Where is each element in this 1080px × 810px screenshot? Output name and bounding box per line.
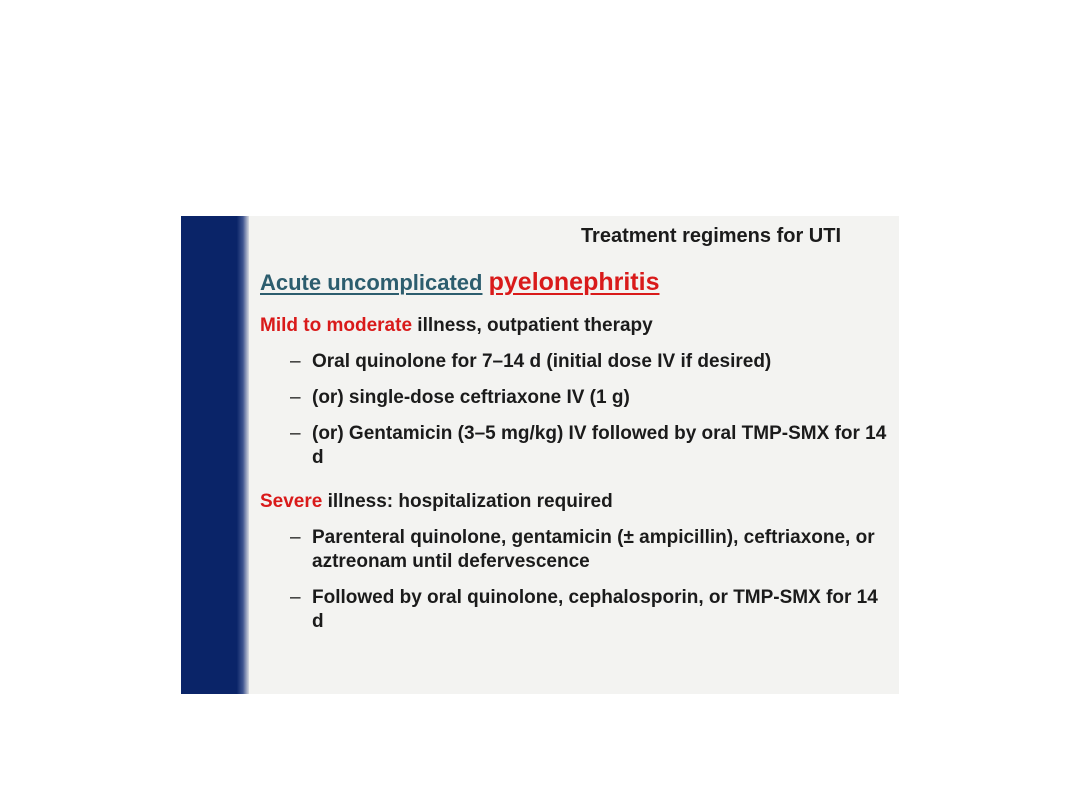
list-item — [260, 386, 899, 410]
dash-marker: – — [290, 587, 301, 608]
list-item-text: Oral quinolone for 7–14 d (initial dose IV if desired) — [312, 351, 772, 372]
list-item — [260, 350, 899, 374]
section-heading — [260, 314, 899, 338]
section-mild-moderate — [260, 314, 899, 470]
section-heading-rest: illness: hospitalization required — [322, 491, 613, 512]
section-highlight: Severe — [260, 491, 323, 512]
heading-part-2: pyelonephritis — [488, 268, 660, 296]
slide-content — [260, 216, 899, 694]
dash-marker: – — [290, 351, 301, 372]
bullet-list — [260, 350, 899, 470]
list-item-text: (or) single-dose ceftriaxone IV (1 g) — [312, 387, 630, 408]
slide-sidebar-stripe — [181, 216, 249, 694]
section-highlight: Mild to moderate — [260, 315, 413, 336]
dash-marker: – — [290, 387, 301, 408]
slide-title: Treatment regimens for UTI — [580, 225, 841, 247]
section-heading-rest: illness, outpatient therapy — [412, 315, 653, 336]
heading-part-1: Acute uncomplicated — [260, 270, 483, 295]
list-item — [260, 526, 899, 574]
list-item — [260, 422, 899, 470]
list-item-text: Followed by oral quinolone, cephalosporin, or TMP-SMX for 14 d — [312, 587, 878, 632]
dash-marker: – — [290, 423, 301, 444]
section-heading — [260, 490, 899, 514]
dash-marker: – — [290, 527, 301, 548]
bullet-list — [260, 526, 899, 634]
section-severe — [260, 490, 899, 634]
list-item — [260, 586, 899, 634]
slide-heading — [260, 268, 659, 297]
list-item-text: Parenteral quinolone, gentamicin (± ampicillin), ceftriaxone, or aztreonam until defervescence — [312, 527, 875, 572]
list-item-text: (or) Gentamicin (3–5 mg/kg) IV followed by oral TMP-SMX for 14 d — [312, 423, 887, 468]
slide — [181, 216, 899, 694]
